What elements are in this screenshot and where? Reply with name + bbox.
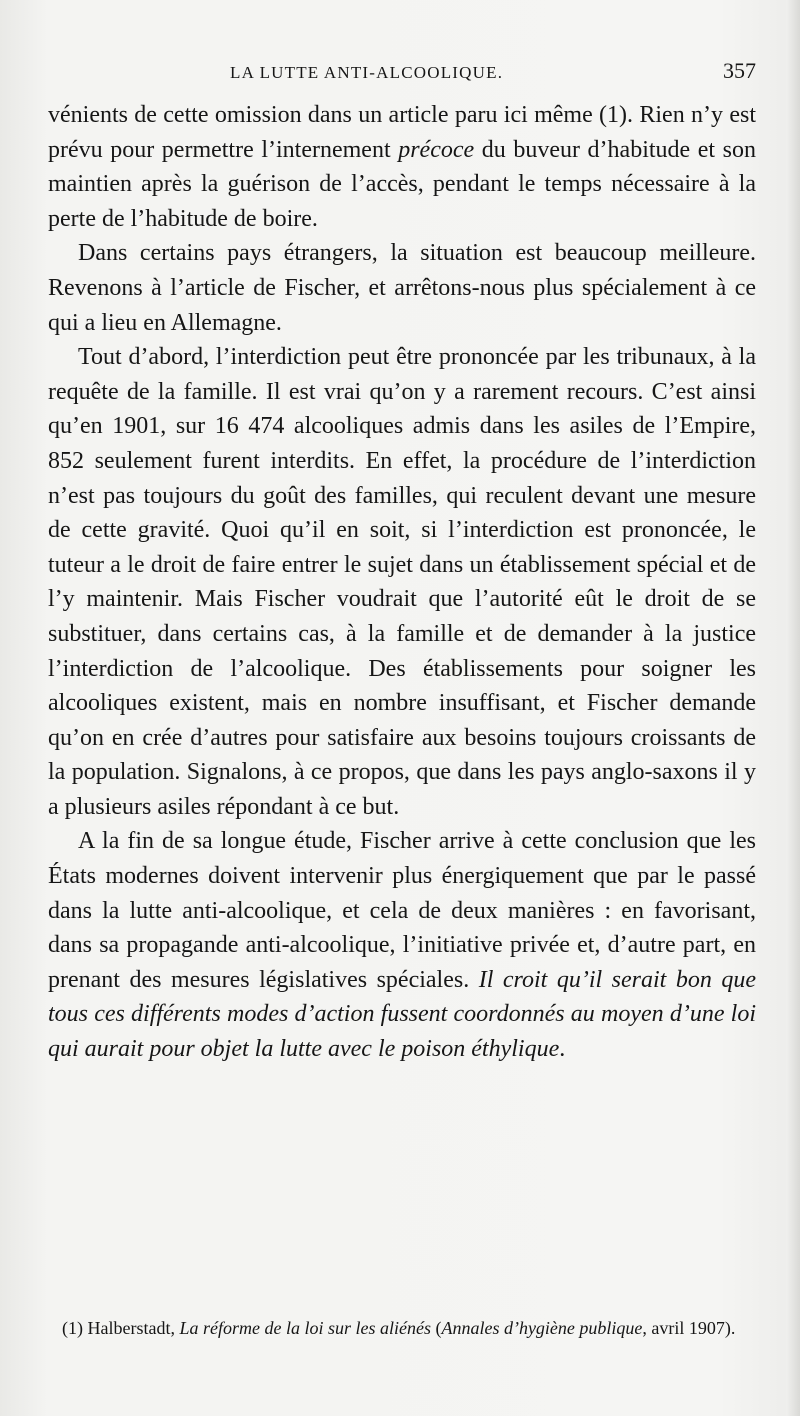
footnote-marker: (1) [62,1318,83,1338]
footnote-title: La réforme de la loi sur les aliénés [179,1318,431,1338]
footnote-journal: Annales d’hygiène publique [441,1318,643,1338]
page-header [230,58,756,88]
italic-conclusion: Il croit qu’il serait bon que tous ces différents modes d’action fussent coordonnés au moyen d’une loi qui aurait pour objet la lutte avec le poison éthylique [48,966,757,1063]
page-edge-shadow [786,0,800,1416]
italic-emphasis: précoce [398,136,475,163]
footnote: (1) Halberstadt, La réforme de la loi sur les aliénés (Annales d’hygiène publique, avril 1907). [62,1318,736,1338]
page-number: 357 [723,58,756,83]
paragraph: Dans certains pays étrangers, la situation est beaucoup meilleure. Revenons à l’article de Fischer, et arrêtons-nous plus spécialement à ce qui a lieu en Allemagne. [48,240,756,336]
paragraph: Tout d’abord, l’interdiction peut être prononcée par les tribunaux, à la requête de la famille. Il est vrai qu’on y a rarement recours. C’est ainsi qu’en 1901, sur 16 474 alcooliques admis dans les asiles de l’Empire, 852 seulement furent interdits. En effet, la procédure de l’interdiction n’est pas toujours du goût des familles, qui reculent devant une mesure de cette gravité. Quoi qu’il en soit, si l’interdiction est prononcée, le tuteur a le droit de faire entrer le sujet dans un établissement spécial et de l’y maintenir. Mais Fischer voudrait que l’autorité eût le droit de se substituer, dans certains cas, à la famille et de demander à la justice l’interdiction de l’alcoolique. Des établissements pour soigner les alcooliques existent, mais en nombre insuffisant, et Fischer demande qu’on en crée d’autres pour satisfaire aux besoins toujours croissants de la population. Signalons, à ce propos, que dans les pays anglo-saxons il y a plusieurs asiles répondant à ce but. [48,344,756,820]
running-title: LA LUTTE ANTI-ALCOOLIQUE. [230,63,504,82]
paragraph: A la fin de sa longue étude, Fischer arrive à cette conclusion que les États modernes doivent intervenir plus énergiquement que par le passé dans la lutte anti-alcoolique, et cela de deux manières : en favorisant, dans sa propagande anti-alcoolique, l’initiative privée et, d’autre part, en prenant des mesures législatives spéciales. Il croit qu’il serait bon que tous ces différents modes d’action fussent coordonnés au moyen d’une loi qui aurait pour objet la lutte avec le poison éthylique. [48,828,757,1063]
body-text [48,98,756,1067]
paragraph-continuation: vénients de cette omission dans un article paru ici même (1). Rien n’y est prévu pour permettre l’internement précoce du buveur d’habitude et son maintien après la guérison de l’accès, pendant le temps nécessaire à la perte de l’habitude de boire. [48,102,757,232]
